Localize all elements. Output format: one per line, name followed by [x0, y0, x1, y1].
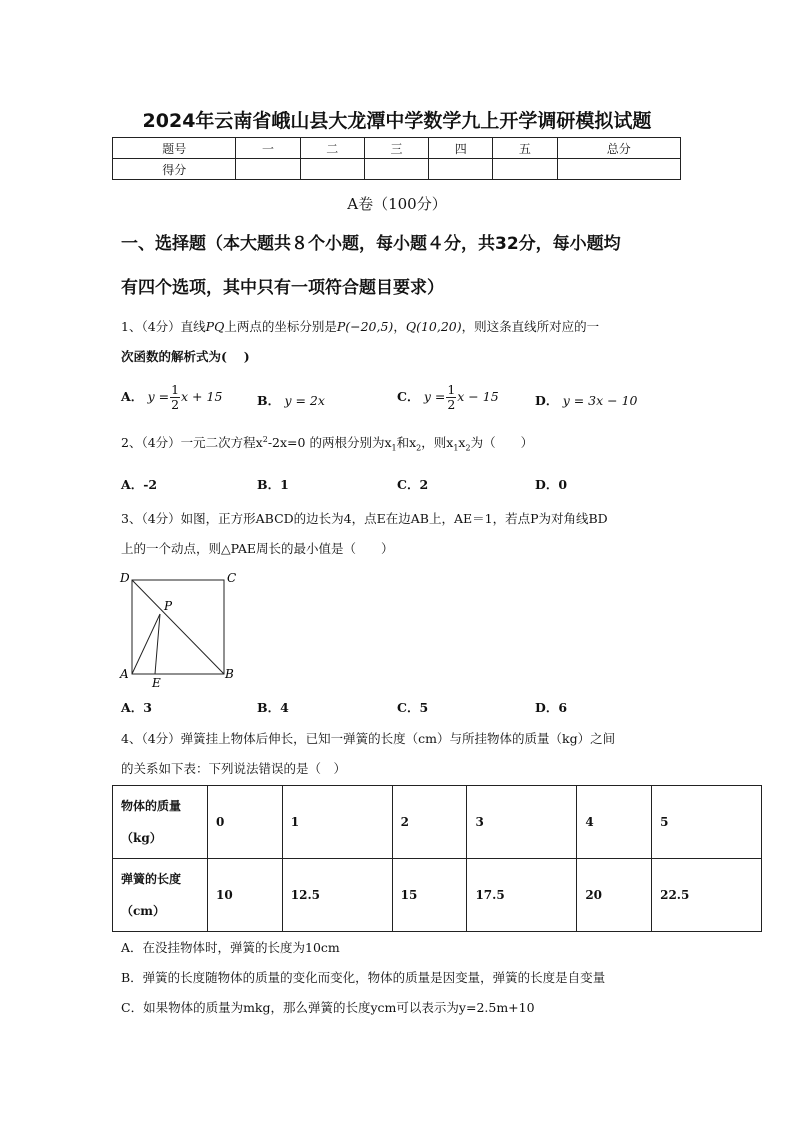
heading-line-1: 一、选择题（本大题共８个小题，每小题４分，共32分，每小题均 — [121, 234, 621, 254]
label-p: P — [164, 599, 173, 613]
table-cell: 2 — [392, 786, 467, 859]
score-cell: 一 — [236, 138, 300, 159]
label-c: C — [227, 571, 237, 585]
table-row — [113, 859, 762, 932]
score-cell: 二 — [300, 138, 364, 159]
score-blank — [236, 159, 300, 180]
q1-option-c: C． y = $\frac{1}{2}$ x − 15 — [397, 382, 499, 412]
score-table-score-row — [113, 159, 681, 180]
score-blank — [364, 159, 428, 180]
diagonal-bd — [132, 580, 224, 674]
square-figure — [112, 566, 252, 690]
score-cell: 题号 — [113, 138, 236, 159]
exam-title: 2024年云南省峨山县大龙潭中学数学九上开学调研模拟试题 — [142, 110, 652, 132]
q1-option-a: A． y = $\frac{1}{2}$ x + 15 — [121, 382, 223, 412]
q1-option-d: D． y = 3x − 10 — [535, 393, 638, 408]
q3-option-a: A．3 — [121, 700, 152, 715]
table-cell: 4 — [577, 786, 652, 859]
q3-option-c: C．5 — [397, 700, 429, 715]
score-blank — [300, 159, 364, 180]
score-table-header-row — [113, 138, 681, 159]
label-a: A — [120, 667, 129, 681]
score-blank — [493, 159, 557, 180]
question-1 — [121, 312, 691, 372]
q3-option-d: D．6 — [535, 700, 568, 715]
table-cell: 1 — [282, 786, 392, 859]
q4-option-a: A．在没挂物体时，弹簧的长度为10cm — [121, 940, 340, 955]
table-cell: 20 — [577, 859, 652, 932]
q2-option-c: C．2 — [397, 477, 429, 492]
label-b: B — [225, 667, 234, 681]
row-header-mass: 物体的质量 （kg） — [113, 786, 208, 859]
q1-line-1: 1、（4分）直线PQ上两点的坐标分别是P(−20,5)，Q(10,20)，则这条直线所对应的一 — [121, 319, 600, 334]
q3-line-1: 3、（4分）如图，正方形ABCD的边长为4，点E在边AB上，AE＝1，若点P为对角线BD — [121, 511, 608, 526]
spring-data-table — [112, 785, 762, 932]
table-cell: 22.5 — [652, 859, 762, 932]
q4-option-c: C．如果物体的质量为mkg，那么弹簧的长度ycm可以表示为y=2.5m+10 — [121, 1000, 535, 1015]
table-cell: 10 — [208, 859, 283, 932]
q3-option-b: B．4 — [257, 700, 289, 715]
table-row — [113, 786, 762, 859]
fraction: $\frac{1}{2}$ — [447, 382, 456, 412]
score-cell: 五 — [493, 138, 557, 159]
table-cell: 5 — [652, 786, 762, 859]
table-cell: 3 — [467, 786, 577, 859]
q1-line-2: 次函数的解析式为( ) — [121, 349, 250, 364]
score-blank — [429, 159, 493, 180]
row-header-length: 弹簧的长度 （cm） — [113, 859, 208, 932]
question-4 — [121, 724, 691, 784]
q4-option-b: B．弹簧的长度随物体的质量的变化而变化，物体的质量是因变量，弹簧的长度是自变量 — [121, 970, 606, 985]
score-row-label: 得分 — [113, 159, 236, 180]
table-cell: 12.5 — [282, 859, 392, 932]
fraction: $\frac{1}{2}$ — [171, 382, 180, 412]
score-cell: 三 — [364, 138, 428, 159]
table-cell: 17.5 — [467, 859, 577, 932]
heading-line-2: 有四个选项，其中只有一项符合题目要求） — [121, 278, 444, 298]
q4-options — [121, 933, 691, 1023]
score-cell: 四 — [429, 138, 493, 159]
score-cell: 总分 — [557, 138, 680, 159]
table-cell: 15 — [392, 859, 467, 932]
label-e: E — [152, 676, 161, 690]
section-a-title: A卷（100分） — [347, 195, 447, 213]
table-cell: 0 — [208, 786, 283, 859]
q3-line-2: 上的一个动点，则△PAE周长的最小值是（ ） — [121, 541, 394, 556]
section-heading — [121, 222, 691, 310]
score-blank — [557, 159, 680, 180]
q2-option-a: A．-2 — [121, 477, 158, 492]
q4-line-2: 的关系如下表：下列说法错误的是（ ） — [121, 761, 347, 776]
question-3 — [121, 504, 691, 564]
q1-option-b: B． y = 2x — [257, 393, 325, 408]
q2-option-d: D．0 — [535, 477, 568, 492]
q4-line-1: 4、（4分）弹簧挂上物体后伸长，已知一弹簧的长度（cm）与所挂物体的质量（kg）之间 — [121, 731, 616, 746]
label-d: D — [120, 571, 130, 585]
score-table — [112, 137, 681, 180]
q2-option-b: B．1 — [257, 477, 289, 492]
question-2: 2、（4分）一元二次方程$x^2-2x=0$ 的两根分别为$x_1$和$x_2$，则$x_1x_2$为（ ） — [121, 435, 534, 453]
